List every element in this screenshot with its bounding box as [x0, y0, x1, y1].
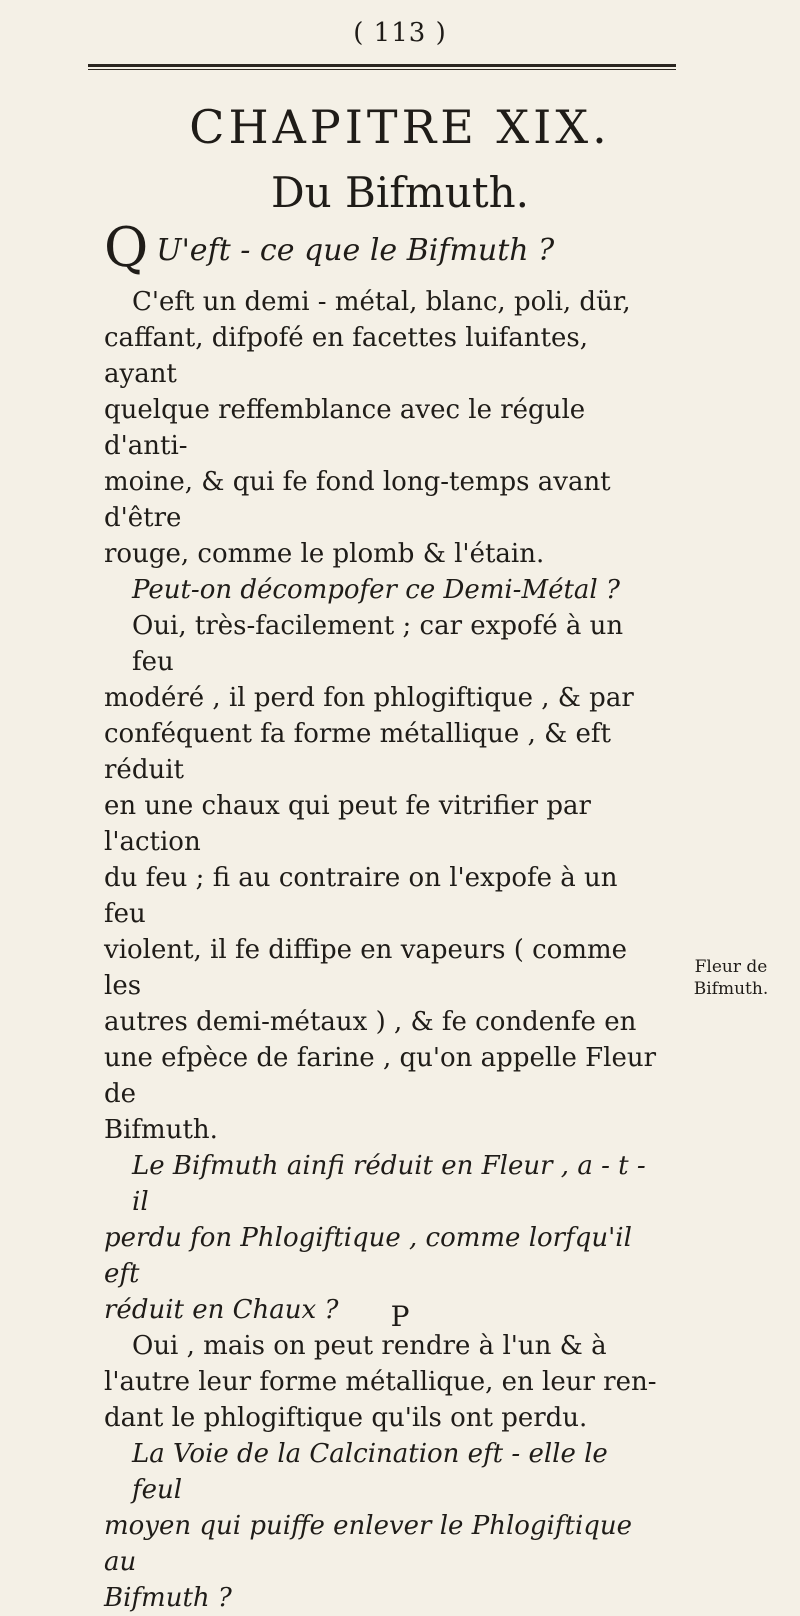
question-1-text: U'eft - ce que le Bifmuth ?	[156, 233, 555, 268]
text-line: violent, il fe diffipe en vapeurs ( comme les	[104, 935, 628, 1001]
text-line: Oui, très-facilement ; car expofé à un feu	[132, 611, 624, 677]
question-2	[104, 572, 664, 608]
signature-mark: P	[390, 1300, 410, 1333]
text-line: C'eft un demi - métal, blanc, poli, dür,	[132, 287, 631, 317]
text-line: en une chaux qui peut fe vitrifier par l'action	[104, 791, 591, 857]
header-rule	[88, 64, 676, 70]
margin-note-line: Bifmuth.	[693, 979, 769, 999]
body-text	[104, 284, 664, 1616]
answer-3	[104, 1328, 664, 1436]
margin-note	[676, 956, 786, 1000]
chapter-title: CHAPITRE XIX.	[189, 100, 611, 154]
text-line: Bifmuth.	[104, 1115, 218, 1145]
text-line: réduit en Chaux ?	[104, 1295, 339, 1325]
text-line: Le Bifmuth ainfi réduit en Fleur , a - t - il	[132, 1151, 646, 1217]
text-line: Oui , mais on peut rendre à l'un & à	[132, 1331, 607, 1361]
text-line: quelque reffemblance avec le régule d'anti-	[104, 395, 586, 461]
text-line: l'autre leur forme métallique, en leur ren-	[104, 1367, 657, 1397]
text-line: rouge, comme le plomb & l'étain.	[104, 539, 545, 569]
text-line: Bifmuth ?	[104, 1583, 232, 1613]
question-4	[104, 1436, 664, 1616]
text-line: moyen qui puiffe enlever le Phlogiftique au	[104, 1511, 633, 1577]
text-line: Peut-on décompofer ce Demi-Métal ?	[132, 575, 620, 605]
answer-1	[104, 284, 664, 572]
text-line: moine, & qui fe fond long-temps avant d'être	[104, 467, 611, 533]
text-line: modéré , il perd fon phlogiftique , & par	[104, 683, 634, 713]
text-line: autres demi-métaux ) , & fe condenfe en	[104, 1007, 637, 1037]
text-line: une efpèce de farine , qu'on appelle Fleur de	[104, 1043, 657, 1109]
text-line: conféquent fa forme métallique , & eft réduit	[104, 719, 611, 785]
text-line: caffant, difpofé en facettes luifantes, ayant	[104, 323, 588, 389]
text-line: perdu fon Phlogiftique , comme lorfqu'il eft	[104, 1223, 632, 1289]
margin-note-line: Fleur de	[694, 957, 768, 977]
text-line: La Voie de la Calcination eft - elle le feul	[132, 1439, 608, 1505]
text-line: dant le phlogiftique qu'ils ont perdu.	[104, 1403, 588, 1433]
page-number: ( 113 )	[353, 18, 447, 48]
drop-cap: Q	[104, 216, 149, 279]
question-1	[104, 216, 555, 279]
answer-2	[104, 608, 664, 1148]
section-title: Du Bifmuth.	[270, 168, 530, 217]
text-line: du feu ; fi au contraire on l'expofe à un feu	[104, 863, 618, 929]
